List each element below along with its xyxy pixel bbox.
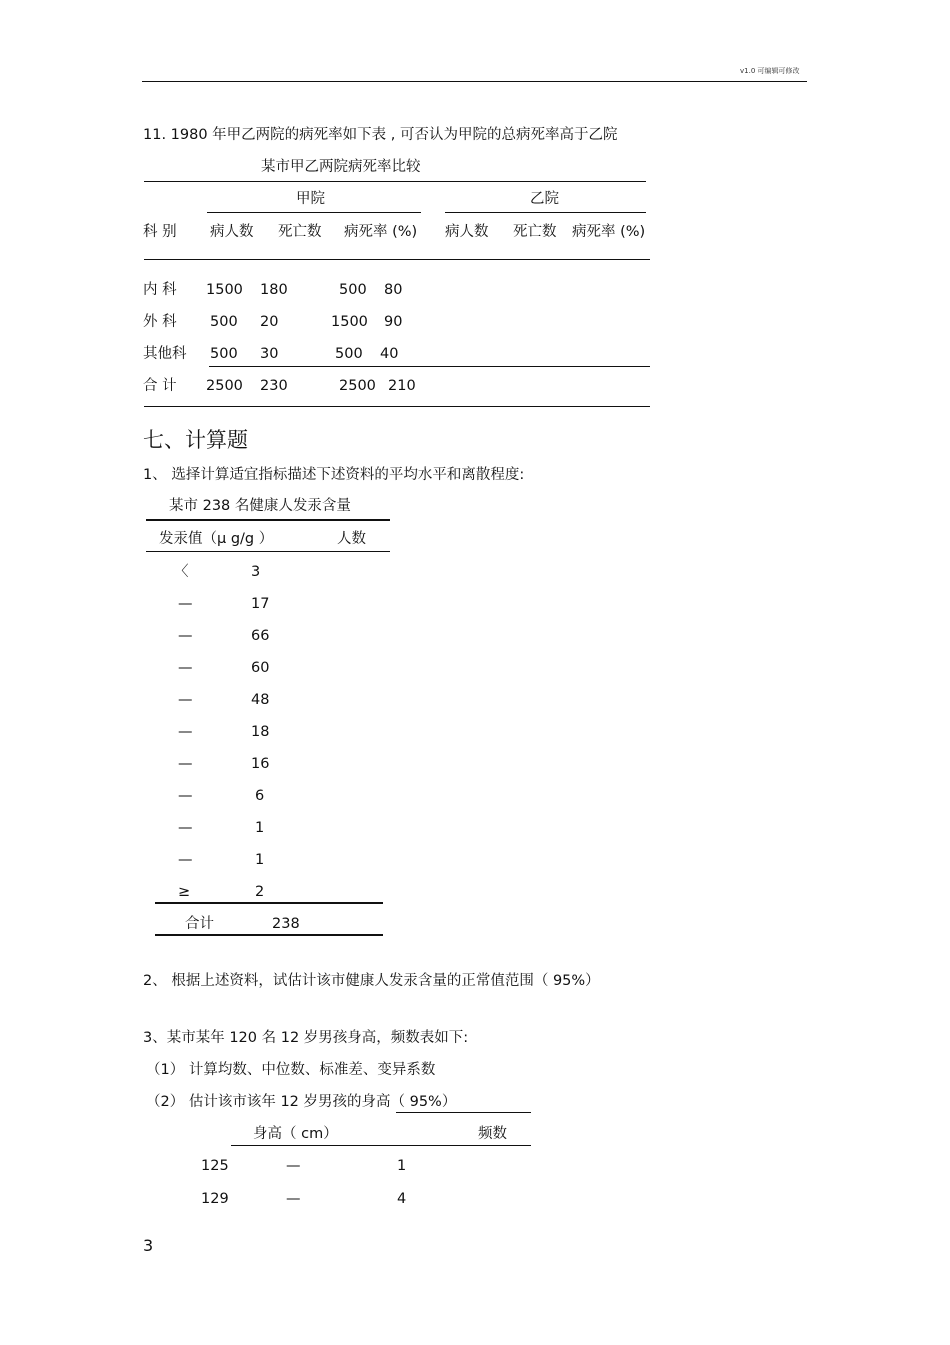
q2-text: 2、 根据上述资料，试估计该市健康人发汞含量的正常值范围（ 95%） [143, 973, 600, 989]
t1-row-value: — [178, 596, 193, 612]
q11-col-b-rate: 病死率 (%) [572, 224, 646, 240]
t3-row-dash: — [286, 1191, 301, 1207]
q11-row-a-patients: 1500 [206, 282, 243, 298]
q11-col-a-deaths: 死亡数 [278, 224, 322, 240]
q11-row-b-patients: 500 [339, 282, 367, 298]
t1-row-value: — [178, 628, 193, 644]
q11-row-dept: 外 科 [143, 314, 177, 330]
q11-total-b-deaths: 210 [388, 378, 416, 394]
q11-col-a-rate: 病死率 (%) [344, 224, 418, 240]
t1-row-count: 60 [251, 660, 270, 676]
q11-row-a-patients: 500 [210, 346, 238, 362]
t3-row-height: 129 [201, 1191, 229, 1207]
t1-row-count: 3 [251, 564, 261, 580]
q11-col-b-patients: 病人数 [445, 224, 489, 240]
t3-row-height: 125 [201, 1158, 229, 1174]
q3-part1: （1） 计算均数、中位数、标准差、变异系数 [146, 1062, 436, 1078]
section-heading: 七、计算题 [143, 428, 248, 452]
t1-top-rule [146, 519, 390, 521]
t1-row-value: — [178, 852, 193, 868]
t1-row-value: — [178, 692, 193, 708]
q11-total-a-patients: 2500 [206, 378, 243, 394]
t1-row-count: 17 [251, 596, 270, 612]
q11-table-top-rule [144, 181, 646, 182]
q11-table-bottom-rule [144, 406, 650, 407]
t1-row-count: 6 [255, 788, 265, 804]
t1-row-value: — [178, 820, 193, 836]
t1-bottom-rule [155, 934, 383, 936]
t1-row-count: 1 [255, 852, 265, 868]
t3-row-freq: 4 [397, 1191, 407, 1207]
q11-row-b-deaths: 40 [380, 346, 399, 362]
t1-title: 某市 238 名健康人发汞含量 [169, 498, 351, 514]
t3-top-rule [396, 1112, 531, 1113]
q11-row-b-patients: 1500 [331, 314, 368, 330]
t3-col-freq: 频数 [478, 1126, 507, 1142]
t1-col-count: 人数 [337, 531, 366, 547]
q11-row-b-deaths: 90 [384, 314, 403, 330]
q11-col-a-patients: 病人数 [210, 224, 254, 240]
q11-row-dept: 内 科 [143, 282, 177, 298]
t1-row-count: 66 [251, 628, 270, 644]
t1-header-rule [146, 551, 390, 552]
t1-row-value: — [178, 724, 193, 740]
t1-row-count: 2 [255, 884, 265, 900]
q3-text: 3、某市某年 120 名 12 岁男孩身高，频数表如下: [143, 1030, 469, 1046]
q11-row-a-patients: 500 [210, 314, 238, 330]
q11-hospital-a: 甲院 [296, 191, 325, 207]
q3-part2: （2） 估计该市该年 12 岁男孩的身高（ 95%） [146, 1094, 457, 1110]
t3-row-freq: 1 [397, 1158, 407, 1174]
q11-total-a-deaths: 230 [260, 378, 288, 394]
t1-row-value: ≥ [178, 884, 191, 900]
q11-hospital-b-rule [445, 212, 646, 213]
q11-total-b-patients: 2500 [339, 378, 376, 394]
t1-row-value: — [178, 756, 193, 772]
t1-row-count: 48 [251, 692, 270, 708]
t1-row-count: 16 [251, 756, 270, 772]
t1-total-label: 合计 [185, 916, 214, 932]
t1-row-value: 〈 [174, 564, 189, 580]
t1-row-count: 18 [251, 724, 270, 740]
q1-text: 1、 选择计算适宜指标描述下述资料的平均水平和离散程度: [143, 467, 525, 483]
q11-row-a-deaths: 20 [260, 314, 279, 330]
t1-row-value: — [178, 660, 193, 676]
header-rule [142, 81, 807, 82]
q11-row-a-deaths: 30 [260, 346, 279, 362]
q11-total-label: 合 计 [143, 378, 177, 394]
header-version: v1.0 可编辑可修改 [740, 67, 800, 75]
q11-col-b-deaths: 死亡数 [513, 224, 557, 240]
q11-row-a-deaths: 180 [260, 282, 288, 298]
t1-total-value: 238 [272, 916, 300, 932]
q11-text: 11. 1980 年甲乙两院的病死率如下表 , 可否认为甲院的总病死率高于乙院 [143, 127, 618, 143]
t3-row-dash: — [286, 1158, 301, 1174]
q11-header-bottom-rule [144, 259, 650, 260]
t3-col-height: 身高（ cm） [253, 1126, 338, 1142]
q11-row-b-patients: 500 [335, 346, 363, 362]
q11-table-title: 某市甲乙两院病死率比较 [261, 159, 421, 175]
t3-header-rule [231, 1145, 531, 1146]
t1-col-value: 发汞值（μ g/g ） [159, 531, 274, 547]
q11-row-dept: 其他科 [143, 346, 187, 362]
t1-total-rule [155, 902, 383, 904]
q11-col-dept: 科 别 [143, 224, 177, 240]
page-number: 3 [143, 1236, 154, 1255]
q11-total-rule [209, 366, 650, 367]
t1-row-count: 1 [255, 820, 265, 836]
q11-hospital-b: 乙院 [530, 191, 559, 207]
t1-row-value: — [178, 788, 193, 804]
q11-row-b-deaths: 80 [384, 282, 403, 298]
q11-hospital-a-rule [207, 212, 421, 213]
